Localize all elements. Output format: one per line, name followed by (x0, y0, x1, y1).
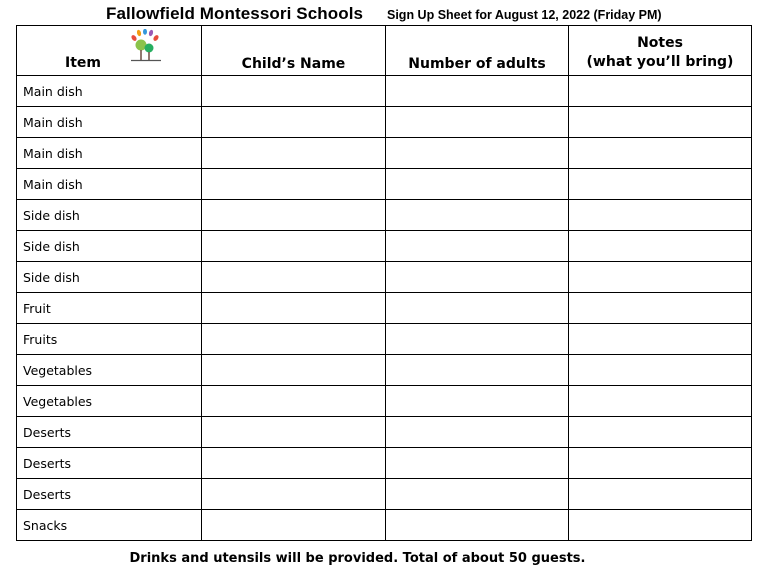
column-header-number-of-adults: Number of adults (386, 26, 569, 76)
table-header-row (17, 26, 752, 76)
item-cell: Snacks (17, 510, 202, 541)
column-header-child-name: Child’s Name (202, 26, 386, 76)
number-of-adults-cell[interactable] (386, 107, 569, 138)
notes-cell[interactable] (569, 448, 752, 479)
table-row (17, 355, 752, 386)
table-row (17, 76, 752, 107)
notes-cell[interactable] (569, 107, 752, 138)
number-of-adults-cell[interactable] (386, 479, 569, 510)
number-of-adults-cell[interactable] (386, 386, 569, 417)
item-cell: Main dish (17, 107, 202, 138)
notes-cell[interactable] (569, 262, 752, 293)
number-of-adults-cell[interactable] (386, 231, 569, 262)
child-name-cell[interactable] (202, 262, 386, 293)
child-name-cell[interactable] (202, 417, 386, 448)
number-of-adults-cell[interactable] (386, 138, 569, 169)
notes-cell[interactable] (569, 200, 752, 231)
item-cell: Side dish (17, 231, 202, 262)
column-header-notes (569, 26, 752, 76)
child-name-cell[interactable] (202, 231, 386, 262)
notes-cell[interactable] (569, 169, 752, 200)
number-of-adults-cell[interactable] (386, 262, 569, 293)
item-cell: Side dish (17, 200, 202, 231)
item-cell: Main dish (17, 138, 202, 169)
table-row (17, 107, 752, 138)
school-name: Fallowfield Montessori Schools (106, 4, 364, 23)
item-cell: Deserts (17, 479, 202, 510)
table-row (17, 510, 752, 541)
item-cell: Vegetables (17, 355, 202, 386)
table-row (17, 200, 752, 231)
number-of-adults-cell[interactable] (386, 448, 569, 479)
child-name-cell[interactable] (202, 107, 386, 138)
child-name-cell[interactable] (202, 479, 386, 510)
child-name-cell[interactable] (202, 448, 386, 479)
notes-header-subtitle: (what you’ll bring) (586, 54, 734, 70)
number-of-adults-cell[interactable] (386, 355, 569, 386)
child-name-cell[interactable] (202, 76, 386, 107)
item-cell: Side dish (17, 262, 202, 293)
item-cell: Main dish (17, 169, 202, 200)
item-header-label: Item (65, 55, 101, 71)
notes-cell[interactable] (569, 479, 752, 510)
notes-header-title: Notes (637, 35, 683, 51)
item-cell: Deserts (17, 417, 202, 448)
child-name-cell[interactable] (202, 510, 386, 541)
child-name-cell[interactable] (202, 138, 386, 169)
item-cell: Fruit (17, 293, 202, 324)
item-cell: Fruits (17, 324, 202, 355)
number-of-adults-cell[interactable] (386, 76, 569, 107)
table-row (17, 386, 752, 417)
number-of-adults-cell[interactable] (386, 169, 569, 200)
signup-table (16, 25, 752, 541)
child-name-cell[interactable] (202, 169, 386, 200)
number-of-adults-cell[interactable] (386, 324, 569, 355)
child-name-cell[interactable] (202, 355, 386, 386)
table-row (17, 324, 752, 355)
child-name-cell[interactable] (202, 293, 386, 324)
child-name-cell[interactable] (202, 200, 386, 231)
table-row (17, 169, 752, 200)
sheet-subtitle: Sign Up Sheet for August 12, 2022 (Friday PM) (387, 8, 662, 22)
child-name-cell[interactable] (202, 386, 386, 417)
notes-cell[interactable] (569, 510, 752, 541)
notes-cell[interactable] (569, 355, 752, 386)
number-of-adults-cell[interactable] (386, 510, 569, 541)
number-of-adults-cell[interactable] (386, 200, 569, 231)
column-header-item (17, 26, 202, 76)
number-of-adults-cell[interactable] (386, 293, 569, 324)
table-row (17, 479, 752, 510)
notes-cell[interactable] (569, 138, 752, 169)
tree-logo-icon (129, 29, 163, 63)
notes-cell[interactable] (569, 231, 752, 262)
item-cell: Main dish (17, 76, 202, 107)
table-row (17, 231, 752, 262)
table-row (17, 417, 752, 448)
notes-cell[interactable] (569, 293, 752, 324)
notes-cell[interactable] (569, 76, 752, 107)
notes-cell[interactable] (569, 324, 752, 355)
number-of-adults-cell[interactable] (386, 417, 569, 448)
child-name-cell[interactable] (202, 324, 386, 355)
table-row (17, 138, 752, 169)
header (0, 4, 768, 26)
table-row (17, 293, 752, 324)
item-cell: Vegetables (17, 386, 202, 417)
footer-note: Drinks and utensils will be provided. Total of about 50 guests. (129, 551, 586, 566)
table-row (17, 262, 752, 293)
notes-cell[interactable] (569, 386, 752, 417)
table-row (17, 448, 752, 479)
notes-cell[interactable] (569, 417, 752, 448)
item-cell: Deserts (17, 448, 202, 479)
